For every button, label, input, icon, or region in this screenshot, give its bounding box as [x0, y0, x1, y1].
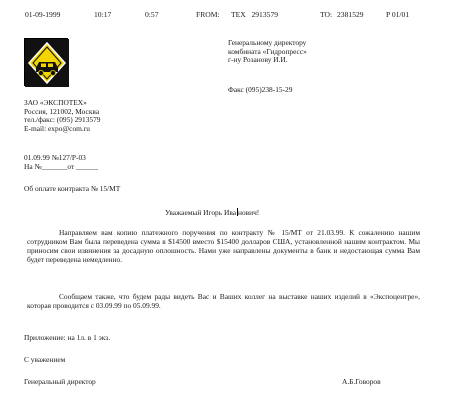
reference-block	[24, 154, 98, 171]
fax-to-value: 2381529	[337, 10, 364, 19]
greeting-start: Уважаемый Игорь Ива	[165, 208, 236, 217]
greeting-end: нович!	[238, 208, 260, 217]
sender-email: E-mail: expo@com.ru	[24, 124, 90, 134]
fax-page: P 01/01	[386, 10, 410, 19]
signature-position: Генеральный директор	[24, 377, 96, 386]
recipient-block	[228, 39, 307, 65]
sender-address: Россия, 121002, Москва	[24, 106, 100, 116]
signature-name: А.Б.Говоров	[342, 377, 381, 386]
letter-subject: Об оплате контракта № 15/МТ	[24, 184, 121, 193]
company-logo	[24, 38, 68, 86]
body-paragraph-1: Направляем вам копию платежного поручения по контракту № 15/МТ от 21.03.99. К сожалению нашим сотрудником Вам была переведена сумма в $14500 вместо $15400 долларов США, установленной нашим контрактом. Мы приносим свои извинения за досадную оплошность. Нами уже направлены документы в банк и недостающая сумма Вам будет переведена немедленно.	[27, 228, 420, 264]
attachment-note: Приложение: на 1л. в 1 экз.	[24, 333, 111, 342]
reply-to-number: На №_______от ______	[24, 161, 99, 171]
fax-time: 10:17	[94, 10, 112, 19]
fax-date: 01-09-1999	[25, 10, 61, 19]
sender-company: ЗАО «ЭКСПОТЕХ»	[24, 98, 87, 107]
sender-phone: тел./факс: (095) 2913579	[24, 115, 101, 125]
fax-from-label: FROM:	[196, 10, 220, 19]
fax-from-value: TEX 2913579	[231, 10, 279, 19]
greeting	[165, 208, 259, 218]
recipient-fax: Факс (095)238-15-29	[228, 85, 293, 94]
closing-phrase: С уважением	[24, 355, 66, 364]
outgoing-number: 01.09.99 №127/Р-03	[24, 153, 86, 162]
body-paragraph-2: Сообщаем также, что будем рады видеть Вас и Ваших коллег на выставке наших изделий в «Экспоцентре», которая проводится с 03.09.99 по 05.09.99.	[27, 292, 420, 310]
recipient-line-2: комбината «Гидропресс»	[228, 46, 307, 56]
fax-to-label: TO:	[320, 10, 333, 19]
recipient-line-3: г-ну Розанову И.И.	[228, 55, 288, 65]
car-sign-logo-icon	[25, 39, 69, 87]
sender-block	[24, 99, 100, 134]
fax-duration: 0:57	[145, 10, 159, 19]
recipient-line-1: Генеральному директору	[228, 38, 307, 47]
